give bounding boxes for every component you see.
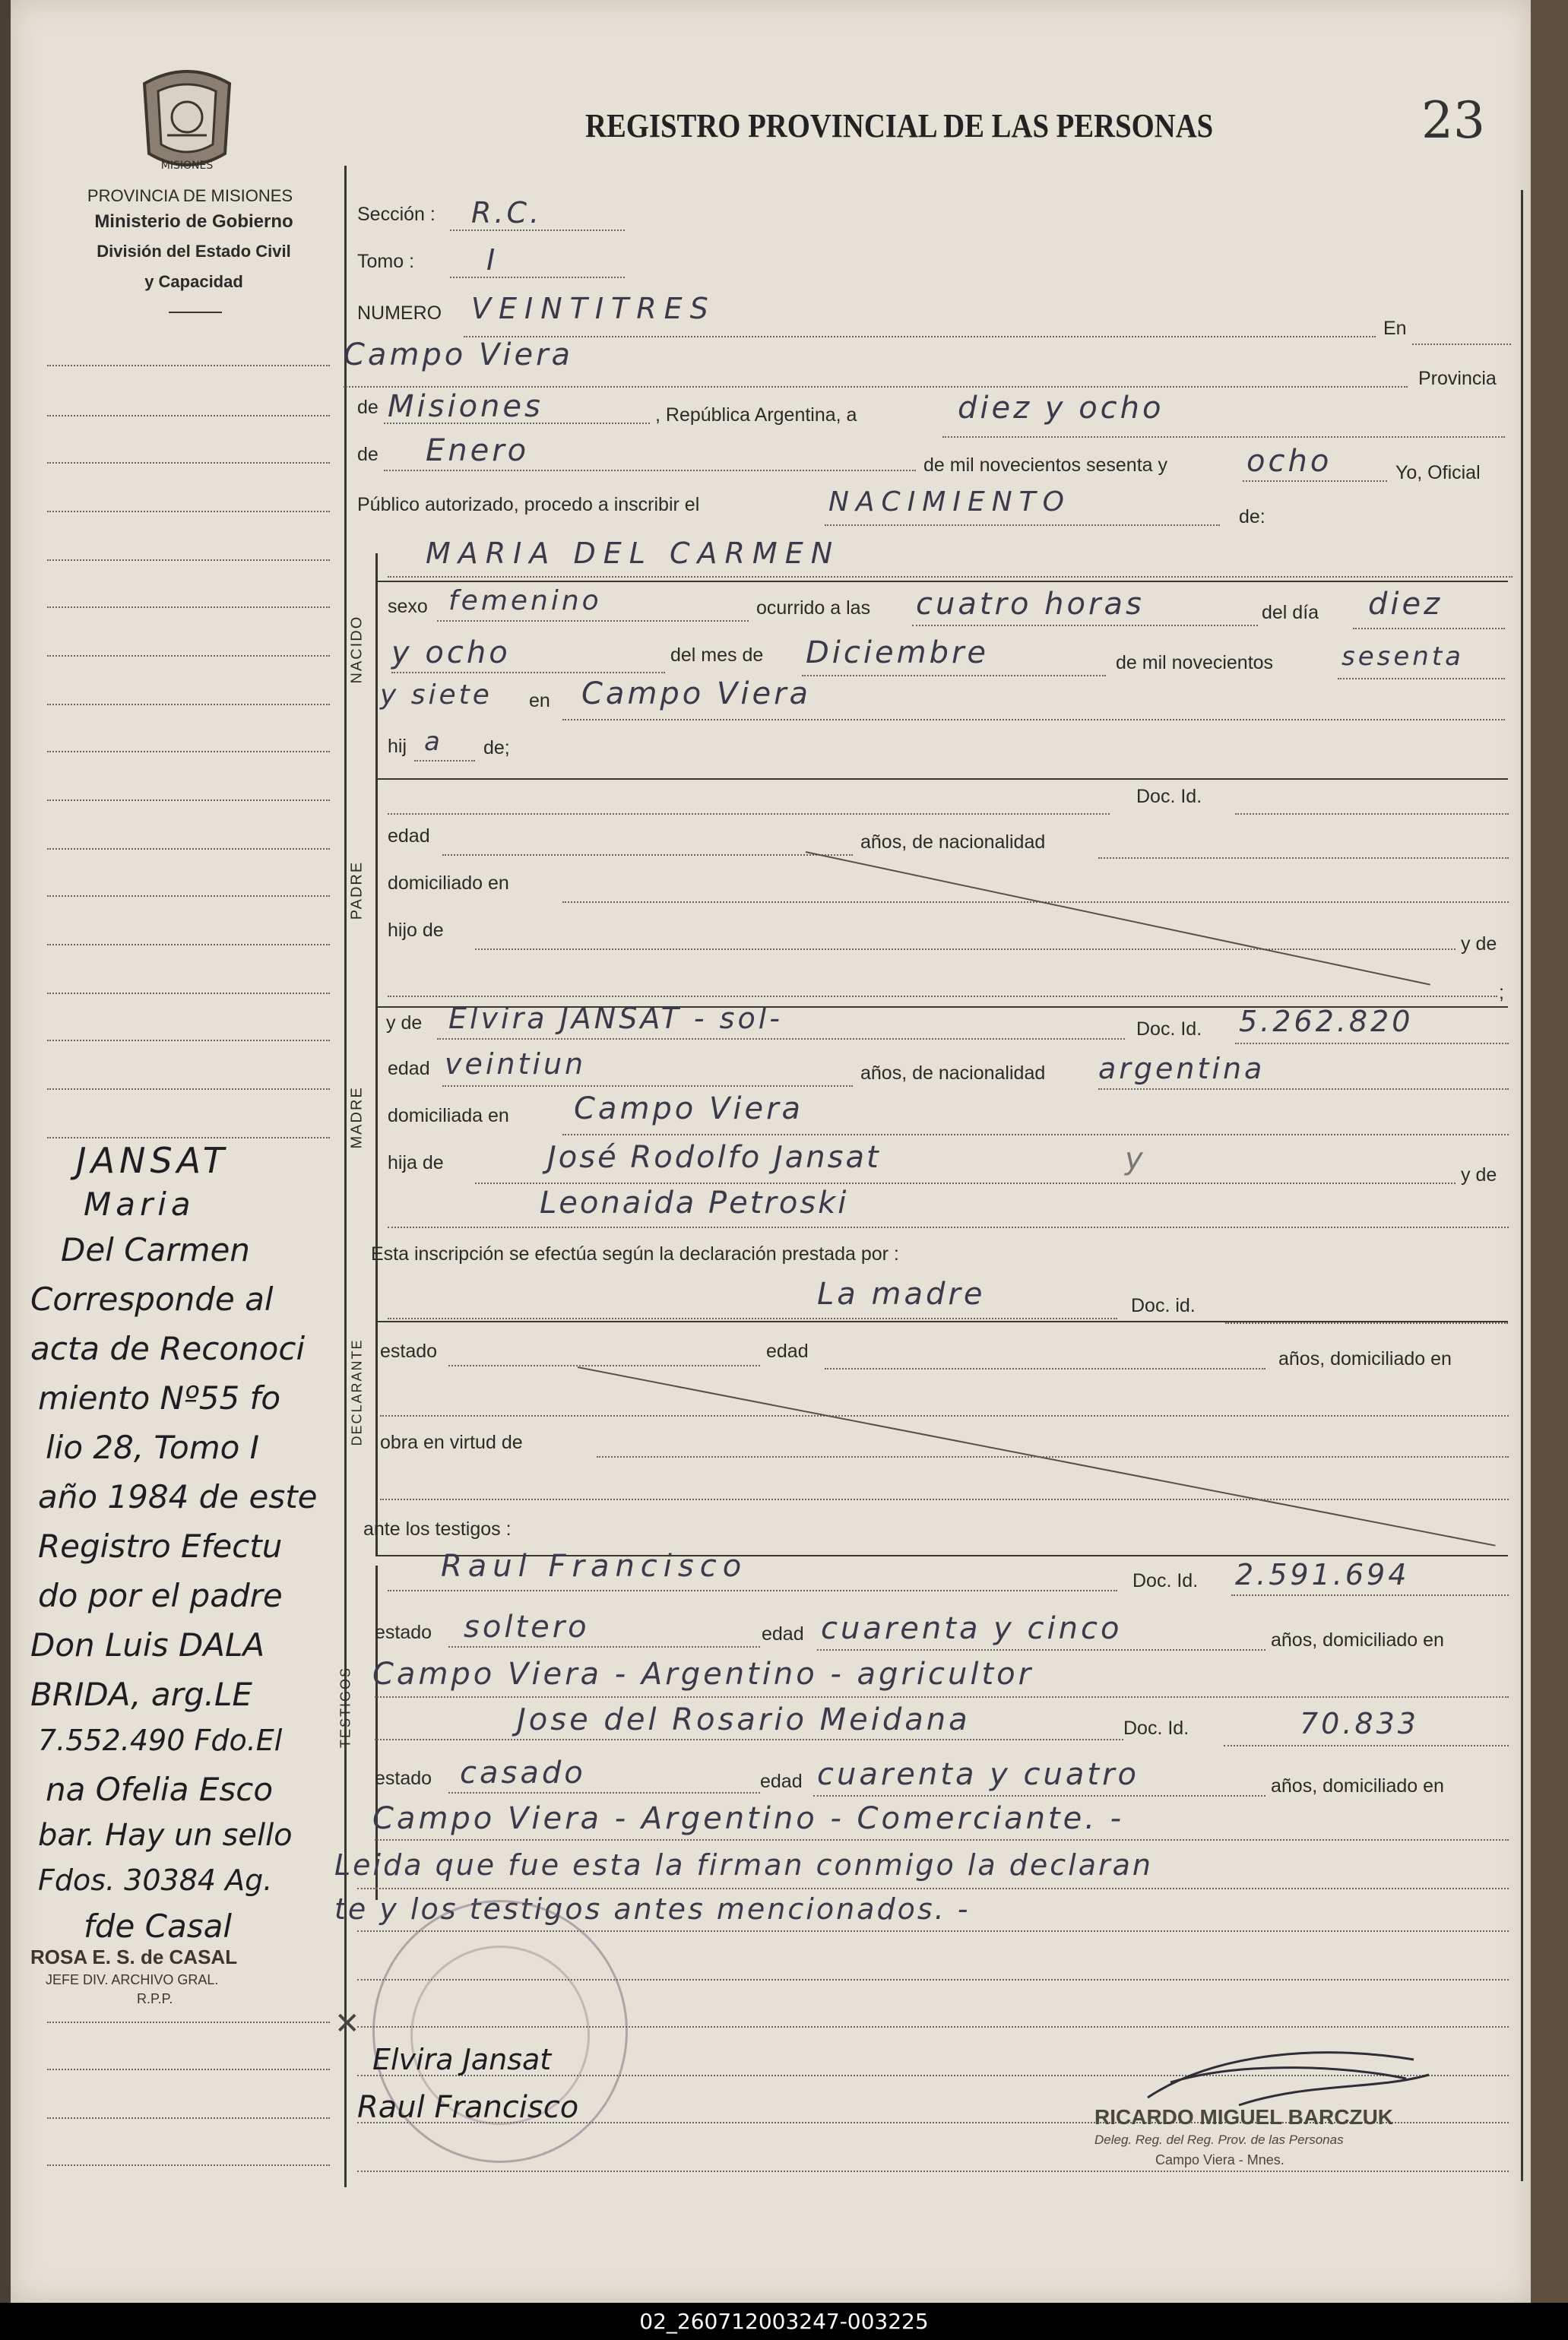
testigo1-line — [388, 1590, 1117, 1591]
madre-dom-line — [562, 1134, 1509, 1135]
madre-doc-label: Doc. Id. — [1136, 1018, 1202, 1040]
testigo2-dom-line — [375, 1839, 1509, 1841]
madre-nac-value: argentina — [1098, 1052, 1265, 1085]
hora-line — [912, 625, 1258, 626]
de-semi-label: de; — [483, 737, 510, 758]
dia-nac-line — [1353, 628, 1505, 629]
sexo-label: sexo — [388, 596, 428, 617]
testigo1-dom-label: años, domiciliado en — [1271, 1629, 1444, 1651]
lugar-nac-line — [562, 719, 1505, 720]
testigo1-dom-line — [375, 1696, 1509, 1698]
declarante-top-rule — [375, 1321, 1508, 1322]
margin-note-line: Don Luis DALA — [30, 1626, 265, 1664]
seccion-value: R.C. — [471, 196, 543, 230]
declarante-estado-line — [448, 1365, 760, 1366]
de-colon-label: de: — [1239, 506, 1265, 527]
madre-doc-value: 5.262.820 — [1239, 1005, 1414, 1038]
margin-line — [47, 1088, 330, 1090]
mes-nac-line — [802, 675, 1106, 676]
scan-id-footer: 02_260712003247-003225 — [0, 2303, 1568, 2340]
republica-label: , República Argentina, a — [655, 404, 857, 426]
obra-line2 — [380, 1499, 1509, 1500]
declarante-edad-label: edad — [766, 1341, 809, 1362]
declarante-dom-line — [380, 1415, 1509, 1417]
sexo-line — [437, 620, 749, 622]
madre-abuela-line — [388, 1227, 1509, 1228]
margin-note-line: bar. Hay un sello — [38, 1818, 293, 1853]
declarante-doc-line — [1225, 1322, 1508, 1324]
mes-line — [384, 470, 916, 471]
margin-line — [47, 415, 330, 416]
testigo2-estado-value: casado — [460, 1756, 586, 1791]
en-label-nac: en — [529, 690, 550, 711]
x-mark-icon: ✕ — [334, 2006, 360, 2041]
archive-stamp-line2: JEFE DIV. ARCHIVO GRAL. — [46, 1972, 219, 1987]
margin-note-line: Registro Efectu — [38, 1528, 283, 1565]
obra-label: obra en virtud de — [380, 1432, 523, 1453]
closing-line1-rule — [357, 1888, 1509, 1889]
tomo-value: I — [486, 243, 499, 277]
hij-label: hij — [388, 736, 407, 757]
signature-madre: Elvira Jansat — [372, 2043, 552, 2076]
testigo1-estado-line — [448, 1646, 760, 1648]
del-dia-label: del día — [1262, 602, 1319, 623]
provincia-label: Provincia — [1418, 368, 1497, 389]
nombre-line — [388, 576, 1513, 578]
margin-line — [47, 1040, 330, 1041]
dia-nac2-line — [391, 672, 665, 673]
margin-note-line: acta de Reconoci — [30, 1330, 306, 1367]
margin-line — [47, 559, 330, 561]
padre-abuela-line — [388, 996, 1497, 997]
margin-note-line: Del Carmen — [61, 1231, 250, 1268]
testigo2-estado-line — [448, 1792, 760, 1794]
margin-line — [47, 2069, 330, 2070]
madre-doc-line — [1235, 1043, 1509, 1044]
padre-hijo-label: hijo de — [388, 920, 444, 941]
section-label-declarante: DECLARANTE — [349, 1338, 365, 1446]
madre-edad-line — [442, 1085, 853, 1087]
margin-line — [47, 2022, 330, 2023]
margin-line — [47, 751, 330, 752]
margin-line — [47, 2164, 330, 2166]
margin-note-line: Fdos. 30384 Ag. — [38, 1863, 273, 1897]
testigo1-dom-value: Campo Viera - Argentino - agricultor — [372, 1657, 1034, 1692]
nombre-value: MARIA DEL CARMEN — [426, 537, 841, 570]
lugar-line — [344, 386, 1408, 388]
margin-note-line: Corresponde al — [30, 1281, 274, 1318]
madre-edad-label: edad — [388, 1058, 430, 1079]
nacido-top-rule — [375, 581, 1508, 582]
margin-note-line: año 1984 de este — [38, 1478, 318, 1515]
testigo2-edad-label: edad — [760, 1771, 803, 1792]
testigo1-edad-line — [817, 1649, 1265, 1651]
margin-line — [47, 895, 330, 897]
svg-text:MISIONES: MISIONES — [160, 160, 214, 172]
padre-dom-label: domiciliado en — [388, 872, 509, 894]
declarante-estado-label: estado — [380, 1341, 438, 1362]
org-capacity: y Capacidad — [144, 272, 243, 291]
officer-role: Deleg. Reg. del Reg. Prov. de las Personas — [1094, 2133, 1344, 2147]
en-line — [1412, 344, 1511, 345]
yo-oficial-label: Yo, Oficial — [1395, 462, 1481, 483]
anio-nac-value: sesenta — [1342, 641, 1464, 672]
dia-value: diez y ocho — [958, 391, 1164, 426]
margin-line — [47, 655, 330, 657]
testigo1-edad-label: edad — [762, 1623, 804, 1645]
padre-doc-label: Doc. Id. — [1136, 786, 1202, 807]
numero-line — [464, 336, 1376, 337]
section-rule-nacido — [375, 553, 378, 1556]
testigo2-value: Jose del Rosario Meidana — [517, 1702, 971, 1737]
testigo1-doc-value: 2.591.694 — [1235, 1558, 1410, 1591]
right-column-rule — [1521, 190, 1523, 2181]
section-label-madre: MADRE — [348, 1086, 366, 1149]
org-divider — [169, 312, 222, 313]
numero-value: VEINTITRES — [471, 292, 716, 325]
inscripcion-label: Esta inscripción se efectúa según la declaración prestada por : — [371, 1243, 899, 1265]
left-column-rule — [344, 166, 347, 2187]
testigo2-edad-line — [813, 1795, 1265, 1797]
testigo2-edad-value: cuarenta y cuatro — [817, 1757, 1140, 1792]
publico-label: Público autorizado, procedo a inscribir el — [357, 494, 700, 515]
provincial-emblem-icon — [137, 62, 237, 176]
provincia-value: Misiones — [388, 389, 543, 424]
testigo1-edad-value: cuarenta y cinco — [821, 1611, 1123, 1646]
ocurrido-label: ocurrido a las — [756, 597, 871, 619]
padre-hijo-line — [475, 948, 1456, 950]
margin-line — [47, 944, 330, 945]
anio-value: ocho — [1246, 444, 1332, 479]
org-division: División del Estado Civil — [97, 242, 291, 261]
testigo1-value: Raul Francisco — [441, 1549, 748, 1584]
org-province: PROVINCIA DE MISIONES — [87, 186, 293, 205]
madre-hija-label: hija de — [388, 1152, 444, 1173]
margin-note-line: miento Nº55 fo — [38, 1379, 281, 1417]
margin-line — [47, 993, 330, 994]
padre-nombre-line — [388, 813, 1110, 815]
en-label: En — [1383, 318, 1407, 339]
madre-nac-line — [1098, 1088, 1509, 1090]
testigos-label: ante los testigos : — [363, 1518, 512, 1540]
closing-line1: Leida que fue esta la firman conmigo la declaran — [334, 1848, 1153, 1882]
margin-line — [47, 848, 330, 850]
margin-line — [47, 704, 330, 705]
de-label: de — [357, 397, 379, 418]
padre-nac-line — [1098, 857, 1509, 859]
margin-note-line: fde Casal — [84, 1908, 232, 1945]
madre-edad-value: veintiun — [445, 1047, 587, 1081]
del-mes-label: del mes de — [670, 644, 764, 666]
madre-nombre-value: Elvira JANSAT - sol- — [448, 1002, 783, 1035]
acto-value: NACIMIENTO — [828, 486, 1071, 518]
mil-nov-label: de mil novecientos — [1116, 652, 1274, 673]
archive-stamp-line3: R.P.P. — [137, 1991, 173, 2006]
hora-value: cuatro horas — [916, 587, 1145, 622]
anio-nac2-value: y siete — [380, 679, 493, 711]
tomo-line — [450, 277, 625, 278]
blank-line — [357, 2171, 1509, 2172]
declarante-value: La madre — [817, 1277, 986, 1312]
mes-nac-value: Diciembre — [806, 635, 990, 670]
declarante-edad-line — [825, 1368, 1265, 1369]
margin-note-line: BRIDA, arg.LE — [30, 1676, 252, 1713]
dia-nac2-value: y ocho — [391, 635, 511, 670]
testigo1-estado-label: estado — [375, 1622, 432, 1643]
testigo2-estado-label: estado — [375, 1768, 432, 1789]
margin-note-line: na Ofelia Esco — [46, 1771, 274, 1808]
seccion-line — [450, 230, 625, 231]
declarante-dom-label: años, domiciliado en — [1278, 1348, 1452, 1369]
padre-edad-line — [442, 854, 853, 856]
margin-note-line: 7.552.490 Fdo.El — [38, 1724, 283, 1757]
madre-madre-value: Leonaida Petroski — [540, 1186, 849, 1221]
padre-nac-label: años, de nacionalidad — [860, 831, 1046, 853]
madre-hija-line — [475, 1183, 1456, 1184]
lugar-nac-value: Campo Viera — [581, 676, 812, 711]
seccion-label: Sección : — [357, 204, 436, 225]
margin-line — [47, 1137, 330, 1138]
margin-note-line: do por el padre — [38, 1577, 283, 1614]
anio-nac-line — [1338, 678, 1505, 679]
madre-yde-label: y de — [386, 1012, 423, 1034]
margin-line — [47, 606, 330, 608]
lugar-value: Campo Viera — [344, 337, 574, 372]
testigo2-line — [375, 1739, 1123, 1740]
anio-line — [1243, 480, 1387, 482]
testigo1-doc-label: Doc. Id. — [1132, 1570, 1199, 1591]
testigo2-doc-value: 70.833 — [1300, 1707, 1419, 1740]
madre-padres-value: José Rodolfo Jansat — [547, 1140, 881, 1175]
padre-semicolon: ; — [1499, 982, 1504, 1003]
margin-line — [47, 365, 330, 366]
signature-testigo: Raul Francisco — [357, 2090, 579, 2125]
numero-label: NUMERO — [357, 302, 442, 324]
officer-place: Campo Viera - Mnes. — [1155, 2152, 1284, 2167]
hij-line — [414, 760, 475, 762]
testigo1-doc-line — [1231, 1594, 1509, 1596]
margin-note-line: JANSAT — [76, 1140, 229, 1181]
madre-padres-y: y — [1125, 1142, 1146, 1176]
declarante-line — [388, 1318, 1117, 1319]
padre-yde-label: y de — [1461, 933, 1497, 955]
madre-dom-label: domiciliada en — [388, 1105, 509, 1126]
margin-line — [47, 511, 330, 512]
page-title: REGISTRO PROVINCIAL DE LAS PERSONAS — [585, 107, 1214, 144]
dia-nac-value: diez — [1368, 587, 1443, 622]
testigo2-dom-label: años, domiciliado en — [1271, 1775, 1444, 1797]
section-label-nacido: NACIDO — [348, 615, 366, 684]
margin-note-line: Maria — [84, 1186, 195, 1223]
officer-name: RICARDO MIGUEL BARCZUK — [1094, 2105, 1394, 2129]
madre-nombre-line — [437, 1038, 1125, 1040]
de-label: de — [357, 444, 379, 465]
provincia-line — [384, 423, 650, 424]
margin-line — [47, 2117, 330, 2119]
madre-dom-value: Campo Viera — [574, 1091, 804, 1126]
padre-doc-line — [1235, 813, 1509, 815]
testigo1-estado-value: soltero — [464, 1610, 590, 1645]
testigo2-doc-label: Doc. Id. — [1123, 1718, 1189, 1739]
tomo-label: Tomo : — [357, 251, 415, 272]
madre-nac-label: años, de nacionalidad — [860, 1062, 1046, 1084]
padre-top-rule — [375, 778, 1508, 780]
margin-line — [47, 800, 330, 801]
scan-edge — [1531, 0, 1568, 2303]
obra-line — [597, 1456, 1509, 1458]
testigo2-doc-line — [1224, 1745, 1509, 1746]
closing-line2: te y los testigos antes mencionados. - — [334, 1892, 971, 1926]
page-number: 23 — [1421, 91, 1485, 150]
testigo2-dom-value: Campo Viera - Argentino - Comerciante. - — [372, 1801, 1125, 1836]
section-label-testigos: TESTIGOS — [337, 1667, 353, 1749]
padre-edad-label: edad — [388, 825, 430, 847]
de-mil-label: de mil novecientos sesenta y — [923, 454, 1168, 476]
margin-line — [47, 462, 330, 464]
declarante-doc-label: Doc. id. — [1131, 1295, 1196, 1316]
mes-value: Enero — [426, 433, 530, 468]
section-label-padre: PADRE — [348, 860, 366, 920]
margin-note-line: lio 28, Tomo I — [46, 1429, 260, 1466]
archive-stamp-line1: ROSA E. S. de CASAL — [30, 1946, 238, 1968]
dia-line — [942, 436, 1505, 438]
madre-yde2-label: y de — [1461, 1164, 1497, 1186]
org-ministry: Ministerio de Gobierno — [94, 211, 293, 232]
hij-value: a — [424, 727, 443, 757]
acto-line — [825, 524, 1220, 526]
sexo-value: femenino — [448, 585, 602, 616]
